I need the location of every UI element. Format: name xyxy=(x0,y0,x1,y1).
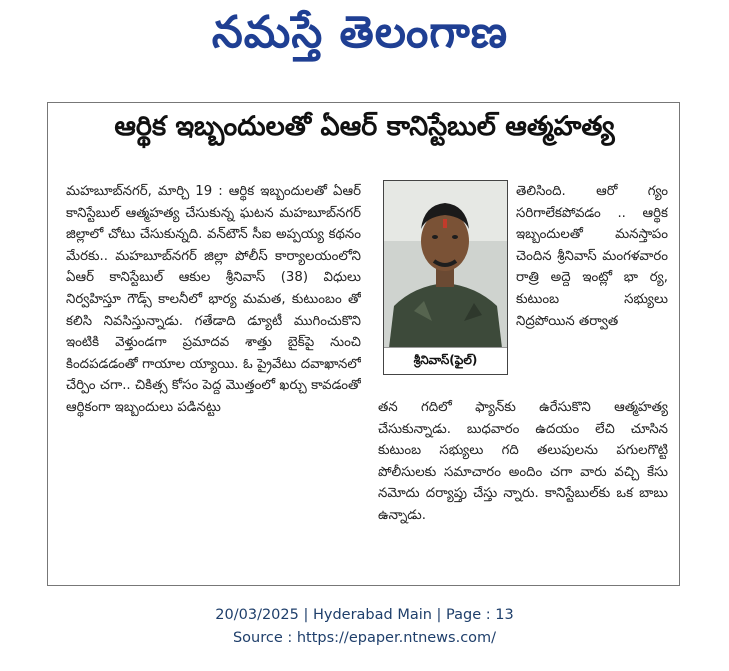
photo-caption: శ్రీనివాస్‌(ఫైల్‌) xyxy=(384,347,507,374)
footer-date-line: 20/03/2025 | Hyderabad Main | Page : 13 xyxy=(215,607,514,623)
footer-source-line: Source : https://epaper.ntnews.com/ xyxy=(232,630,497,646)
article-headline: ఆర్థిక ఇబ్బందులతో ఏఆర్‌ కానిస్టేబుల్‌ ఆత్మహత్య xyxy=(114,111,615,142)
article-column-right-top: తెలిసింది. ఆరో గ్యం సరిగాలేకపోవడం .. ఆర్థిక ఇబ్బందులతో మనస్తాపం చెందిన శ్రీనివాస్‌ మంగళవారం రాత్రి అద్దె ఇంట్లో భా ర్య, కుటుంబ సభ్యులు నిద్రపోయిన తర్వాత xyxy=(516,184,668,329)
person-photo-icon xyxy=(384,181,507,348)
article-photo xyxy=(383,180,508,375)
news-clipping xyxy=(47,102,680,586)
masthead-logo: నమస్తే తెలంగాణ xyxy=(211,7,509,58)
article-column-left: మహబూబ్‌నగర్‌, మార్చి 19 : ఆర్థిక ఇబ్బందులతో ఏఆర్‌ కానిస్టేబుల్‌ ఆత్మహత్య చేసుకున్న ఘటన మహబూబ్‌నగర్‌ జిల్లాలో చోటు చేసుకున్నది. వన్‌టౌన్‌ సీఐ అప్పయ్య కథనం మేరకు.. మహబూబ్‌నగర్‌ జిల్లా పోలీస్‌ కార్యాలయంలోని ఏఆర్‌ కానిస్టేబుల్‌ ఆకుల శ్రీనివాస్‌ (38) విధులు నిర్వహిస్తూ గౌడ్స్‌ కాలనీలో భార్య మమత, కుటుంబం తో కలిసి నివసిస్తున్నాడు. గతేడాది డ్యూటీ ముగించుకొని ఇంటికి వెళ్తుండగా ప్రమాదవ శాత్తు బైక్‌పై నుంచి కిందపడడంతో గాయాల య్యాయి. ఓ ప్రైవేటు దవాఖానలో చేర్పిం చగా.. చికిత్స కోసం పెద్ద మొత్తంలో ఖర్చు కావడంతో ఆర్థికంగా ఇబ్బందులు పడినట్టు xyxy=(66,184,361,415)
article-column-right-bottom: తన గదిలో ఫ్యాన్‌కు ఉరేసుకొని ఆత్మహత్య చేసుకున్నాడు. బుధవారం ఉదయం లేచి చూసిన కుటుంబ సభ్యులు గది తలుపులను పగులగొట్టి పోలీసులకు సమాచారం అందిం చగా వారు వచ్చి కేసు నమోదు దర్యాప్తు చేస్తు న్నారు. కానిస్టేబుల్‌కు ఒక బాబు ఉన్నాడు. xyxy=(378,400,668,523)
